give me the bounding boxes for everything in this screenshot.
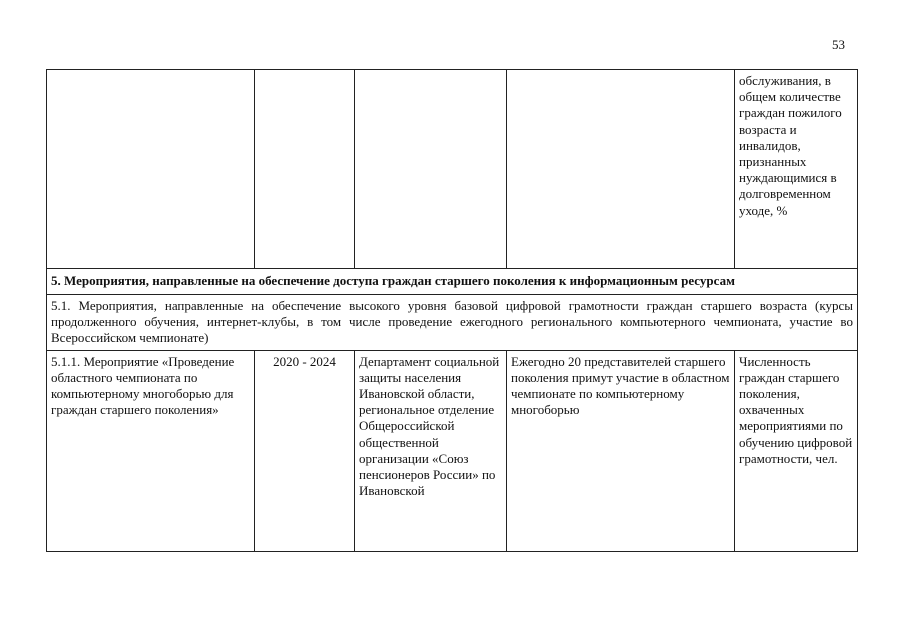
table-row bbox=[47, 70, 858, 269]
page-number: 53 bbox=[832, 37, 845, 52]
program-table bbox=[46, 69, 858, 552]
section-heading-row bbox=[47, 269, 858, 295]
table-cell bbox=[255, 70, 355, 269]
indicator-continuation-cell: обслуживания, в общем количестве граждан пожилого возраста и инвалидов, признанных нуждающимися в долговременном уходе, % bbox=[735, 70, 858, 269]
table-cell bbox=[355, 70, 507, 269]
event-name-cell: 5.1.1. Мероприятие «Проведение областного чемпионата по компьютерному многоборью для граждан старшего поколения» bbox=[47, 350, 255, 551]
table-cell bbox=[507, 70, 735, 269]
event-years-cell: 2020 - 2024 bbox=[255, 350, 355, 551]
event-result-cell: Ежегодно 20 представителей старшего поколения примут участие в областном чемпионате по компьютерному многоборью bbox=[507, 350, 735, 551]
subsection-heading: 5.1. Мероприятия, направленные на обеспечение высокого уровня базовой цифровой грамотности граждан старшего возраста (курсы продолженного обучения, интернет-клубы, в том числе проведение ежегодного регионального компьютерного чемпионата, участие во Всероссийском чемпионате) bbox=[47, 295, 858, 351]
section-heading: 5. Мероприятия, направленные на обеспечение доступа граждан старшего поколения к информационным ресурсам bbox=[47, 269, 858, 295]
table-row bbox=[47, 350, 858, 551]
event-executor-cell: Департамент социальной защиты населения Ивановской области, региональное отделение Общероссийской общественной организации «Союз пенсионеров России» по Ивановской bbox=[355, 350, 507, 551]
subsection-row bbox=[47, 295, 858, 351]
table-cell bbox=[47, 70, 255, 269]
event-indicator-cell: Численность граждан старшего поколения, охваченных мероприятиями по обучению цифровой грамотности, чел. bbox=[735, 350, 858, 551]
